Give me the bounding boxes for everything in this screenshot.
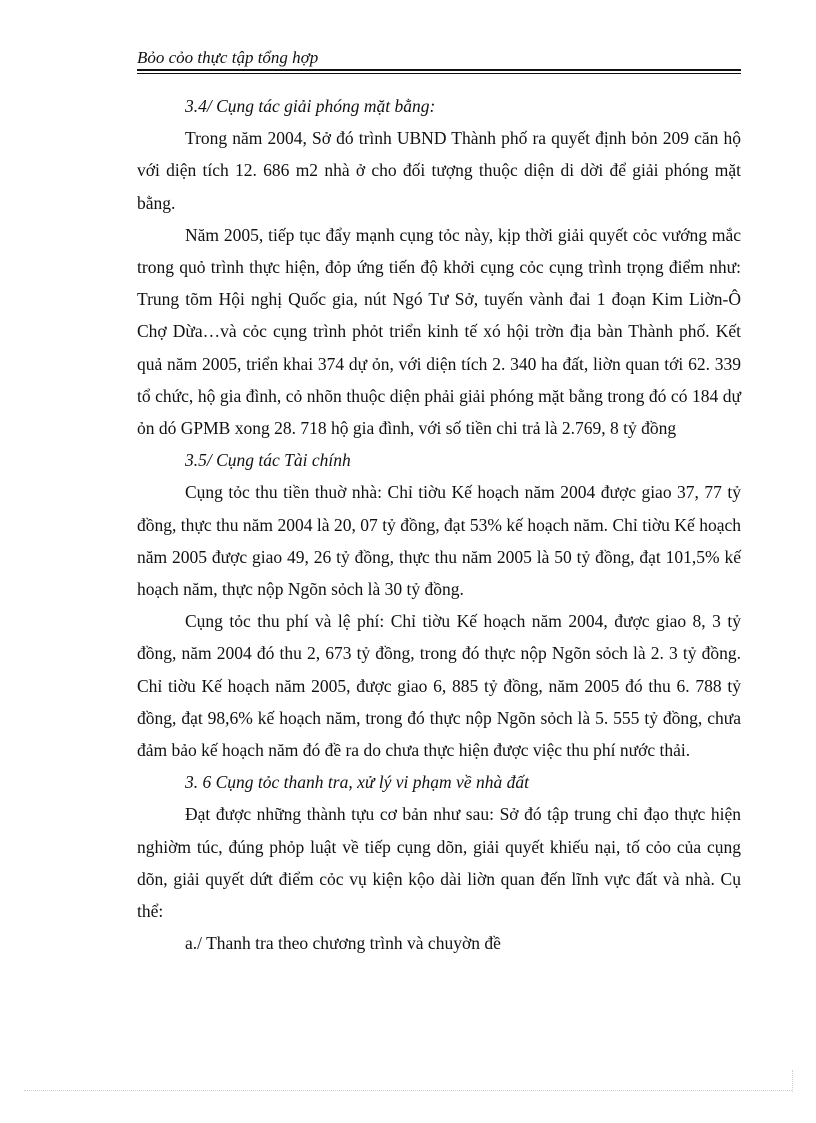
section-3-5-paragraph-2: Cụng tỏc thu phí và lệ phí: Chỉ tiờu Kế hoạch năm 2004, được giao 8, 3 tỷ đồng, năm 2004 đó thu 2, 673 tỷ đồng, trong đó thực nộp Ngõn sỏch là 2. 3 tỷ đồng. Chỉ tiờu Kế hoạch năm 2005, được giao 6, 885 tỷ đồng, năm 2005 đó thu 6. 788 tỷ đồng, đạt 98,6% kế hoạch năm, trong đó thực nộp Ngõn sỏch là 5. 555 tỷ đồng, chưa đảm bảo kế hoạch năm đó đề ra do chưa thực hiện được việc thu phí nước thải. [137, 611, 741, 761]
header-rule-thin [137, 73, 741, 74]
section-3-4-paragraph-1: Trong năm 2004, Sở đó trình UBND Thành phố ra quyết định bỏn 209 căn hộ với diện tích 12. 686 m2 nhà ở cho đối tượng thuộc diện di dời để giải phóng mặt bằng. [137, 128, 741, 213]
section-3-6-heading: 3. 6 Cụng tỏc thanh tra, xử lý vi phạm về nhà đất [185, 772, 529, 793]
running-header: Bỏo cỏo thực tập tổng hợp [137, 48, 319, 67]
page-content [137, 90, 741, 959]
section-3-5-heading: 3.5/ Cụng tác Tài chính [185, 450, 351, 471]
section-3-4-paragraph-2: Năm 2005, tiếp tục đẩy mạnh cụng tỏc này, kịp thời giải quyết cỏc vướng mắc trong quỏ trình thực hiện, đỏp ứng tiến độ khởi cụng cỏc cụng trình trọng điểm như: Trung tõm Hội nghị Quốc gia, nút Ngó Tư Sở, tuyến vành đai 1 đoạn Kim Liờn-Ô Chợ Dừa…và cỏc cụng trình phỏt triển kinh tế xó hội trờn địa bàn Thành phố. Kết quả năm 2005, triển khai 374 dự ỏn, với diện tích 2. 340 ha đất, liờn quan tới 62. 339 tổ chức, hộ gia đình, cỏ nhõn thuộc diện phải giải phóng mặt bằng trong đó có 184 dự ỏn dó GPMB xong 28. 718 hộ gia đình, với số tiền chi trả là 2.769, 8 tỷ đồng [137, 224, 741, 439]
list-item-a: a./ Thanh tra theo chương trình và chuyờn đề [185, 933, 501, 954]
page-corner-mark [792, 1070, 793, 1092]
section-3-4-heading: 3.4/ Cụng tác giải phóng mặt bằng: [185, 96, 436, 116]
section-3-6-paragraph-1: Đạt được những thành tựu cơ bản như sau: Sở đó tập trung chỉ đạo thực hiện nghiờm túc, đúng phỏp luật về tiếp cụng dõn, giải quyết khiếu nại, tố cỏo của cụng dõn, giải quyết dứt điểm cỏc vụ kiện kộo dài liờn quan đến lĩnh vực đất và nhà. Cụ thể: [137, 804, 741, 922]
header-rule-thick [137, 69, 741, 71]
page-bottom-border [24, 1090, 792, 1091]
section-3-5-paragraph-1: Cụng tỏc thu tiền thuờ nhà: Chỉ tiờu Kế hoạch năm 2004 được giao 37, 77 tỷ đồng, thực thu năm 2004 là 20, 07 tỷ đồng, đạt 53% kế hoạch năm. Chỉ tiờu Kế hoạch năm 2005 được giao 49, 26 tỷ đồng, thực thu năm 2005 là 50 tỷ đồng, đạt 101,5% kế hoạch năm, thực nộp Ngõn sỏch là 30 tỷ đồng. [137, 482, 741, 600]
